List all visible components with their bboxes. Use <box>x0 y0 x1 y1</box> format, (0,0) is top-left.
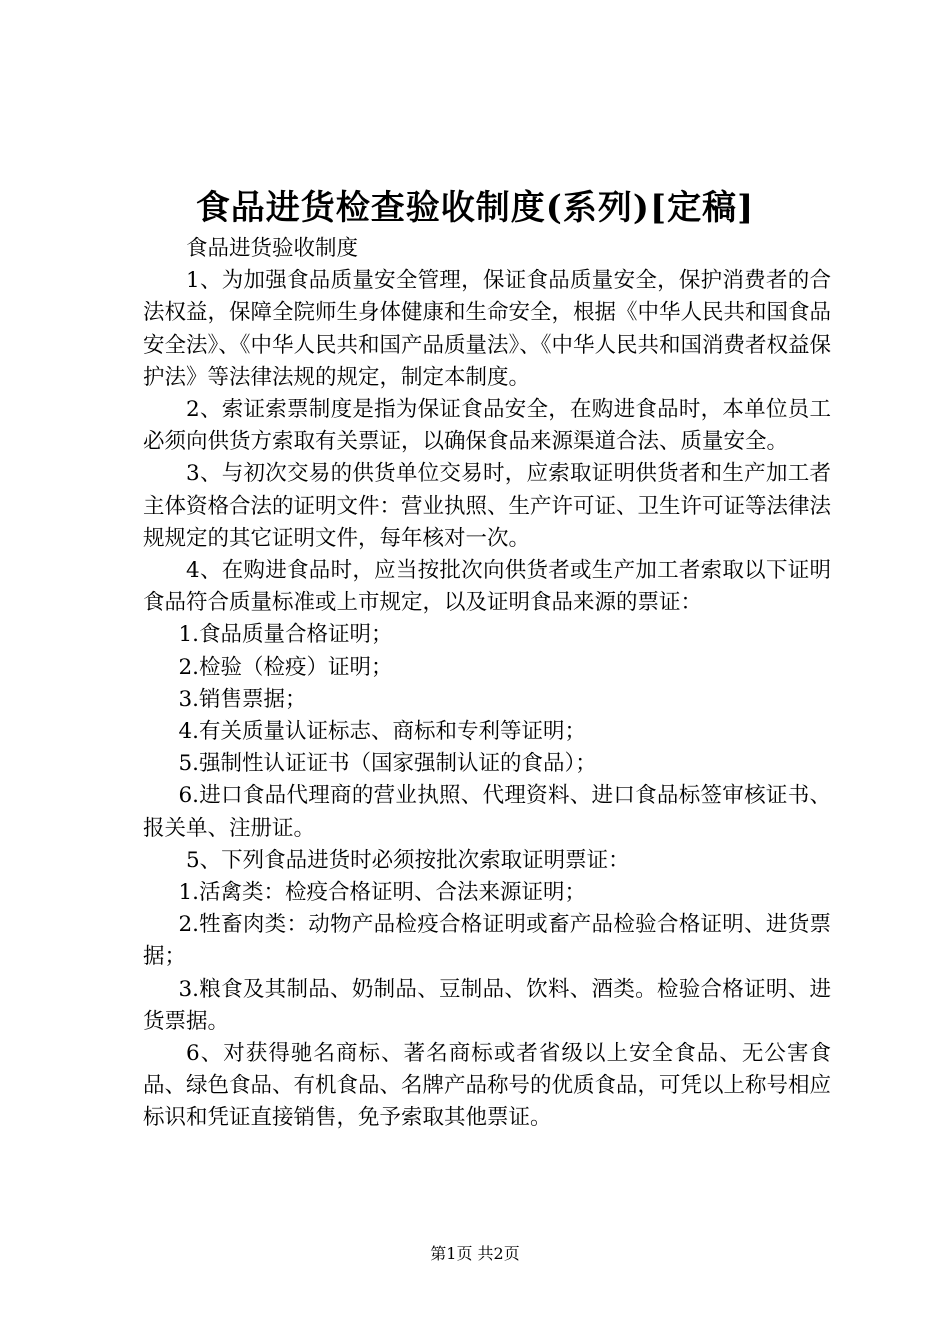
paragraph: 4、在购进食品时，应当按批次向供货者或生产加工者索取以下证明食品符合质量标准或上市规定，以及证明食品来源的票证： <box>143 558 831 616</box>
list-item: 2.牲畜肉类：动物产品检疫合格证明或畜产品检验合格证明、进货票据； <box>143 912 831 970</box>
list-item: 2.检验（检疫）证明； <box>178 654 393 680</box>
paragraph: 1、为加强食品质量安全管理，保证食品质量安全，保护消费者的合法权益，保障全院师生身体健康和生命安全，根据《中华人民共和国食品安全法》、《中华人民共和国产品质量法》、《中华人民共和国消费者权益保护法》等法律法规的规定，制定本制度。 <box>143 268 832 390</box>
list-item: 6.进口食品代理商的营业执照、代理资料、进口食品标签审核证书、报关单、注册证。 <box>143 783 831 841</box>
list-item: 5.强制性认证证书（国家强制认证的食品）； <box>178 751 597 777</box>
list-item: 1.活禽类：检疫合格证明、合法来源证明； <box>178 880 586 906</box>
paragraph: 6、对获得驰名商标、著名商标或者省级以上安全食品、无公害食品、绿色食品、有机食品、名牌产品称号的优质食品，可凭以上称号相应标识和凭证直接销售，免予索取其他票证。 <box>143 1041 832 1131</box>
paragraph: 3、与初次交易的供货单位交易时，应索取证明供货者和生产加工者主体资格合法的证明文件：营业执照、生产许可证、卫生许可证等法律法规规定的其它证明文件，每年核对一次。 <box>143 461 832 551</box>
list-item: 3.粮食及其制品、奶制品、豆制品、饮料、酒类。检验合格证明、进货票据。 <box>143 976 831 1034</box>
list-item: 1.食品质量合格证明； <box>178 622 393 648</box>
paragraph: 5、下列食品进货时必须按批次索取证明票证： <box>186 847 630 873</box>
page-number: 第1页 共2页 <box>430 1244 520 1263</box>
document-title: 食品进货检查验收制度(系列)[定稿] <box>195 188 755 228</box>
list-item: 3.销售票据； <box>178 686 307 712</box>
paragraph: 2、索证索票制度是指为保证食品安全，在购进食品时，本单位员工必须向供货方索取有关票证，以确保食品来源渠道合法、质量安全。 <box>143 397 831 455</box>
document-body <box>143 233 831 1135</box>
list-item: 4.有关质量认证标志、商标和专利等证明； <box>178 719 586 745</box>
section-heading: 食品进货验收制度 <box>186 236 359 261</box>
